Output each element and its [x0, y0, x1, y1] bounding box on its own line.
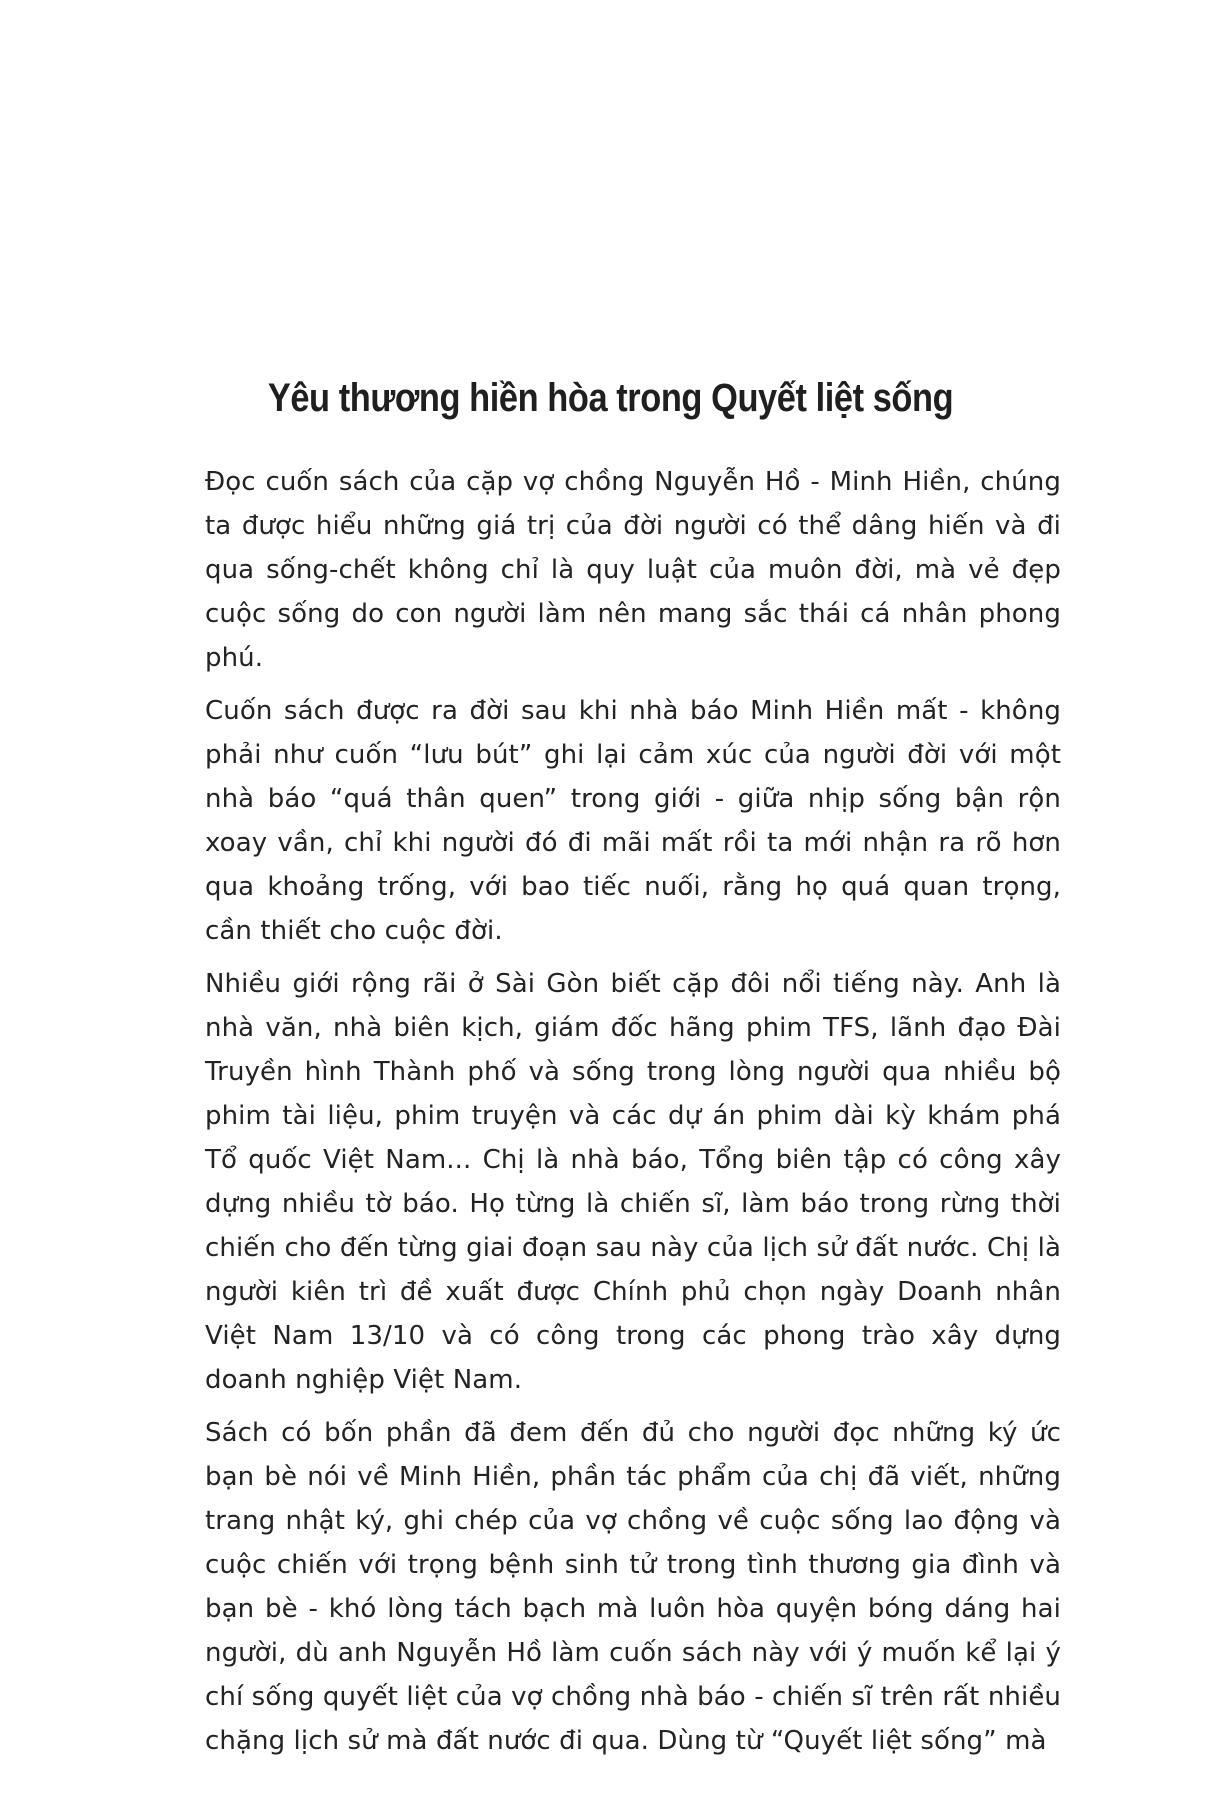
- paragraph-3: Nhiều giới rộng rãi ở Sài Gòn biết cặp đôi nổi tiếng này. Anh là nhà văn, nhà biên kịch, giám đốc hãng phim TFS, lãnh đạo Đài Truyền hình Thành phố và sống trong lòng người qua nhiều bộ phim tài liệu, phim truyện và các dự án phim dài kỳ khám phá Tổ quốc Việt Nam... Chị là nhà báo, Tổng biên tập có công xây dựng nhiều tờ báo. Họ từng là chiến sĩ, làm báo trong rừng thời chiến cho đến từng giai đoạn sau này của lịch sử đất nước. Chị là người kiên trì đề xuất được Chính phủ chọn ngày Doanh nhân Việt Nam 13/10 và có công trong các phong trào xây dựng doanh nghiệp Việt Nam.: [205, 969, 1061, 1395]
- paragraph-2: Cuốn sách được ra đời sau khi nhà báo Minh Hiền mất - không phải như cuốn “lưu bút” ghi lại cảm xúc của người đời với một nhà báo “quá thân quen” trong giới - giữa nhịp sống bận rộn xoay vần, chỉ khi người đó đi mãi mất rồi ta mới nhận ra rõ hơn qua khoảng trống, với bao tiếc nuối, rằng họ quá quan trọng, cần thiết cho cuộc đời.: [205, 696, 1061, 946]
- paragraph-4: Sách có bốn phần đã đem đến đủ cho người đọc những ký ức bạn bè nói về Minh Hiền, phần tác phẩm của chị đã viết, những trang nhật ký, ghi chép của vợ chồng về cuộc sống lao động và cuộc chiến với trọng bệnh sinh tử trong tình thương gia đình và bạn bè - khó lòng tách bạch mà luôn hòa quyện bóng dáng hai người, dù anh Nguyễn Hồ làm cuốn sách này với ý muốn kể lại ý chí sống quyết liệt của vợ chồng nhà báo - chiến sĩ trên rất nhiều chặng lịch sử mà đất nước đi qua. Dùng từ “Quyết liệt sống” mà: [205, 1418, 1061, 1756]
- body-text: [205, 460, 1061, 1772]
- paragraph-1: Đọc cuốn sách của cặp vợ chồng Nguyễn Hồ - Minh Hiền, chúng ta được hiểu những giá trị của đời người có thể dâng hiến và đi qua sống-chết không chỉ là quy luật của muôn đời, mà vẻ đẹp cuộc sống do con người làm nên mang sắc thái cá nhân phong phú.: [205, 467, 1061, 673]
- page-title: Yêu thương hiền hòa trong Quyết liệt sống: [267, 375, 954, 420]
